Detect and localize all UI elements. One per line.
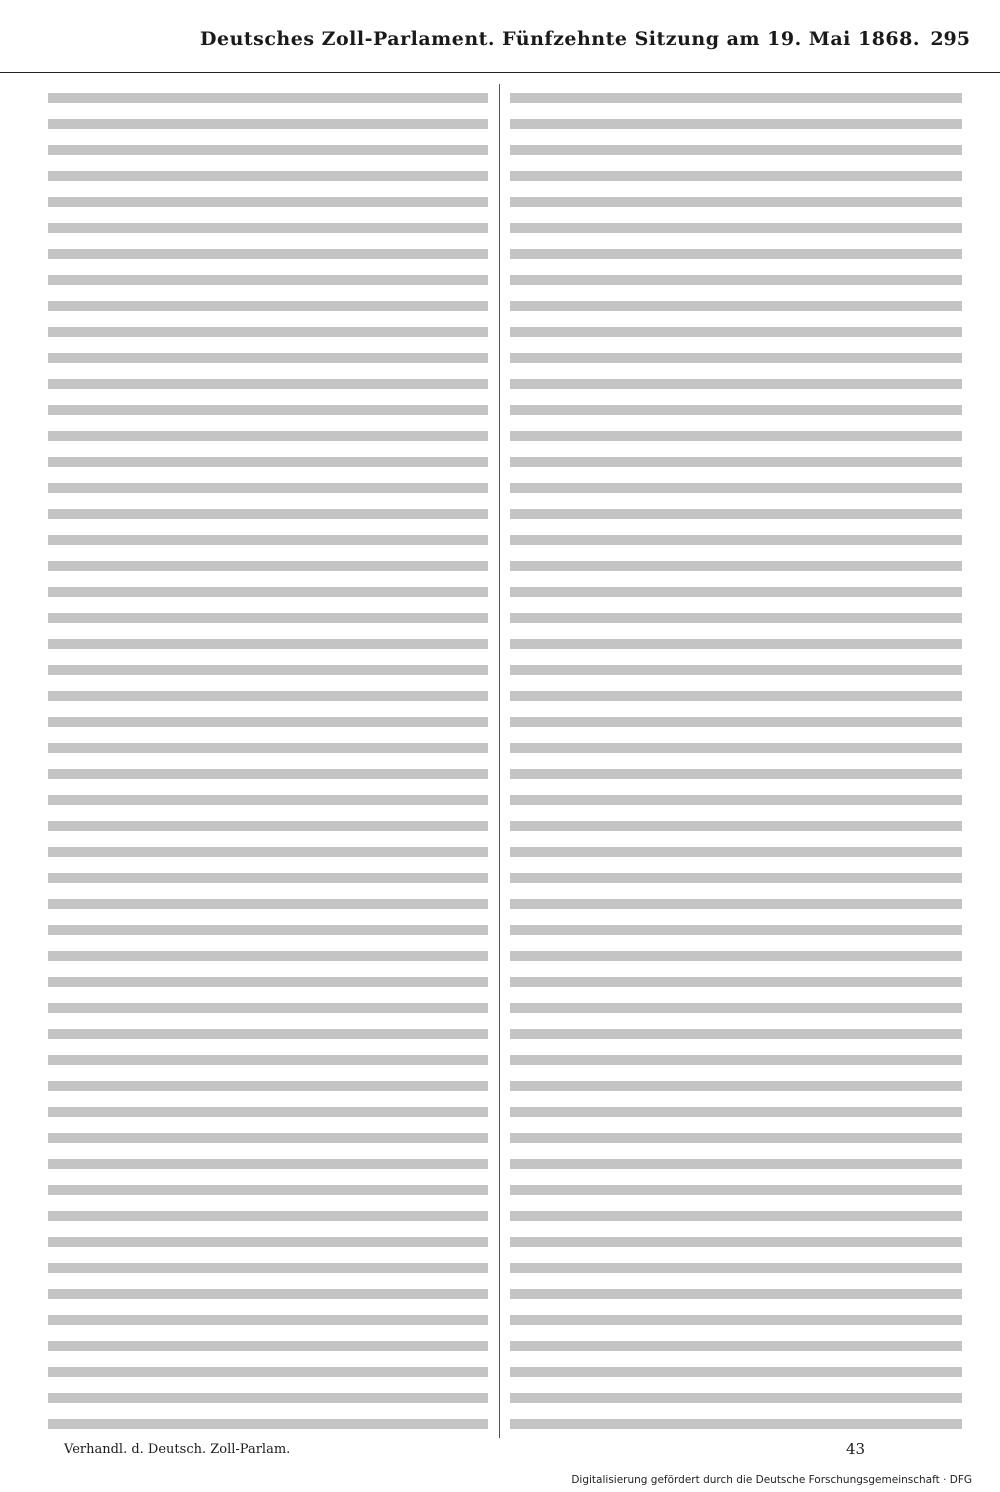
- text-column-right: [510, 84, 962, 1432]
- column-divider: [499, 84, 500, 1438]
- sheet-signature: 43: [846, 1440, 866, 1458]
- page-header: [0, 0, 1000, 73]
- footer-source: Verhandl. d. Deutsch. Zoll-Parlam.: [64, 1442, 291, 1457]
- digitization-note: Digitalisierung gefördert durch die Deutsche Forschungsgemeinschaft · DFG: [571, 1474, 972, 1486]
- page-number: 295: [930, 28, 970, 50]
- running-title: Deutsches Zoll-Parlament. Fünfzehnte Sitzung am 19. Mai 1868.: [200, 28, 920, 50]
- text-column-left: [48, 84, 488, 1432]
